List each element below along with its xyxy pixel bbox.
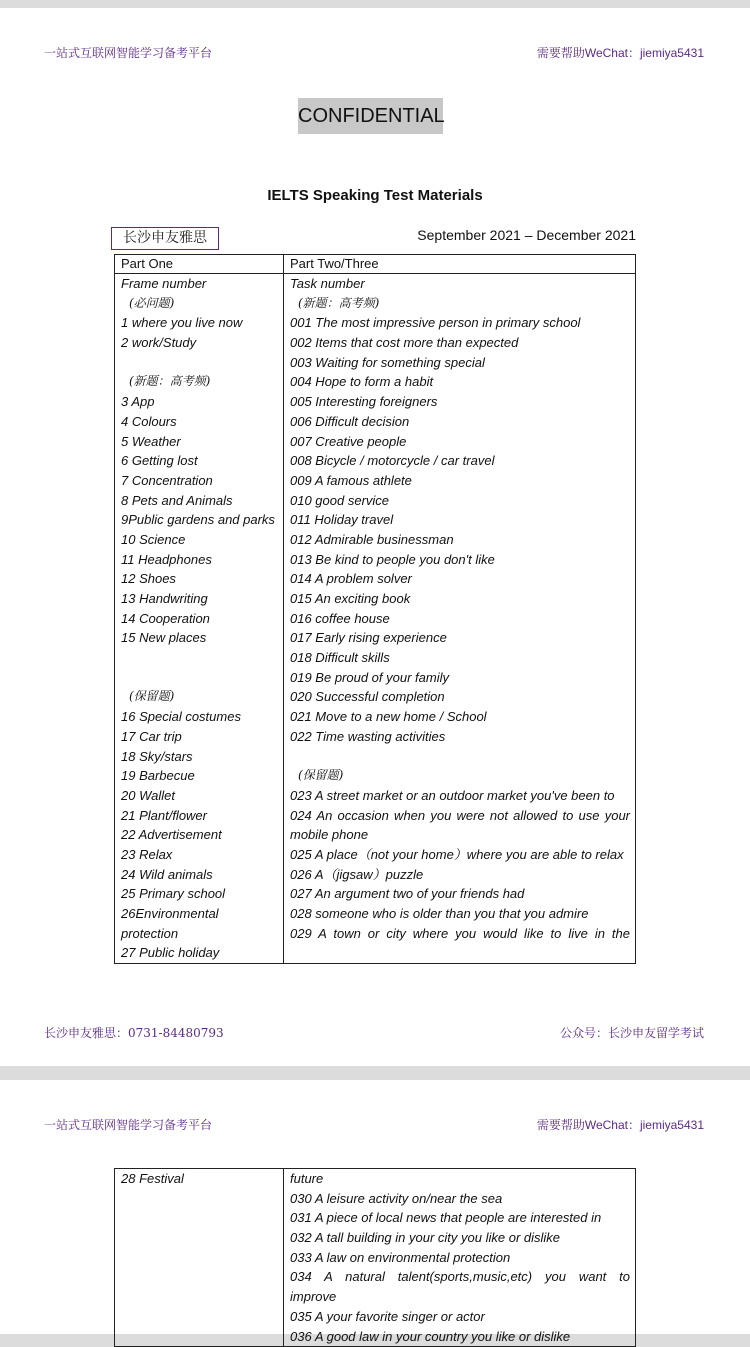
topic-line: 014 A problem solver <box>290 571 412 587</box>
topic-line: 019 Be proud of your family <box>290 669 449 685</box>
topic-line: 7 Concentration <box>121 472 213 488</box>
topic-line: 034 A natural talent(sports,music,etc) you want to <box>290 1269 630 1285</box>
document-page-1 <box>0 8 750 1066</box>
topic-line: 26Environmental <box>121 906 219 921</box>
topic-line: 013 Be kind to people you don't like <box>290 551 495 567</box>
part-two-three-topics-cell <box>284 1169 636 1347</box>
topic-line: (新题：高考频) <box>129 374 211 389</box>
topic-line: 8 Pets and Animals <box>121 492 233 508</box>
topic-line: 5 Weather <box>121 433 181 449</box>
footer-phone-text: 长沙申友雅思：0731-84480793 <box>44 1026 224 1040</box>
topic-line: 12 Shoes <box>121 571 176 587</box>
topic-line: 19 Barbecue <box>121 768 195 784</box>
topic-line: (保留题) <box>298 768 344 783</box>
topic-line: 012 Admirable businessman <box>290 531 454 547</box>
topic-line: 24 Wild animals <box>121 866 213 882</box>
topic-line: 022 Time wasting activities <box>290 728 446 744</box>
part-one-topics-cell <box>115 1169 284 1347</box>
topic-line: 011 Holiday travel <box>290 512 394 528</box>
school-stamp: 长沙申友雅思 <box>111 227 219 250</box>
table-header-row <box>115 255 636 274</box>
topic-line: protection <box>121 925 179 941</box>
topic-line: 033 A law on environmental protection <box>290 1249 511 1265</box>
topic-line: 22 Advertisement <box>121 827 222 843</box>
header-right-text: 需要帮助WeChat：jiemiya5431 <box>536 46 704 60</box>
topic-line: 21 Plant/flower <box>121 807 207 823</box>
topic-line: Task number <box>290 276 365 291</box>
topic-line: 25 Primary school <box>121 886 226 902</box>
part-one-header: Part One <box>115 255 284 274</box>
topic-line: 023 A street market or an outdoor market you've been to <box>290 787 615 803</box>
topic-line <box>290 747 630 767</box>
topic-line: 002 Items that cost more than expected <box>290 335 519 351</box>
topic-line: 23 Relax <box>121 846 173 862</box>
topic-line: 015 An exciting book <box>290 591 411 606</box>
part-two-three-header: Part Two/Three <box>284 255 636 274</box>
topic-line: 6 Getting lost <box>121 453 198 469</box>
topic-line: 010 good service <box>290 492 390 508</box>
topic-line: 003 Waiting for something special <box>290 354 485 370</box>
topic-line: 007 Creative people <box>290 433 407 449</box>
topic-line <box>121 353 278 373</box>
topic-line: 9Public gardens and parks <box>121 512 275 528</box>
topic-line: 024 An occasion when you were not allowed to use your <box>290 807 630 823</box>
topic-line: 036 A good law in your country you like or dislike <box>290 1328 571 1344</box>
topic-line: 009 A famous athlete <box>290 472 412 488</box>
topic-line <box>121 668 278 688</box>
topic-line: 10 Science <box>121 531 186 547</box>
materials-table-continued <box>114 1168 636 1347</box>
topic-line: 020 Successful completion <box>290 689 445 705</box>
topic-line: Frame number <box>121 276 207 291</box>
materials-table <box>114 254 636 964</box>
topic-line: 026 A（jigsaw）puzzle <box>290 866 424 882</box>
header-left-text: 一站式互联网智能学习备考平台 <box>44 46 213 60</box>
topic-line: 005 Interesting foreigners <box>290 394 438 410</box>
topic-line: 017 Early rising experience <box>290 630 447 646</box>
table-body-row <box>115 274 636 964</box>
topic-line: 17 Car trip <box>121 728 182 744</box>
date-range: September 2021 – December 2021 <box>417 227 636 243</box>
topic-line: 001 The most impressive person in primary school <box>290 315 581 331</box>
topic-line: 28 Festival <box>121 1171 184 1186</box>
topic-line: (必问题) <box>129 295 175 310</box>
document-title: IELTS Speaking Test Materials <box>267 187 483 204</box>
topic-line: 14 Cooperation <box>121 610 210 626</box>
topic-line: 3 App <box>121 394 155 410</box>
topic-line: (新题：高考频) <box>298 295 380 310</box>
topic-line: 031 A piece of local news that people are interested in <box>290 1210 602 1226</box>
topic-line: 16 Special costumes <box>121 709 241 725</box>
topic-line: 4 Colours <box>121 413 177 429</box>
confidential-label: CONFIDENTIAL <box>298 98 443 134</box>
topic-line: 1 where you live now <box>121 315 243 331</box>
document-page-2 <box>0 1080 750 1344</box>
topic-line: future <box>290 1171 324 1186</box>
topic-line: 028 someone who is older than you that you admire <box>290 906 589 921</box>
topic-line: 021 Move to a new home / School <box>290 709 487 725</box>
topic-line: 27 Public holiday <box>121 945 220 961</box>
part-two-three-topics-cell <box>284 274 636 964</box>
part-one-topics-cell <box>115 274 284 964</box>
header-left-text: 一站式互联网智能学习备考平台 <box>44 1118 213 1132</box>
topic-line: 018 Difficult skills <box>290 650 390 666</box>
topic-line: 032 A tall building in your city you like or dislike <box>290 1230 561 1246</box>
topic-line: 008 Bicycle / motorcycle / car travel <box>290 453 495 469</box>
topic-line: mobile phone <box>290 827 369 843</box>
topic-line: 006 Difficult decision <box>290 413 410 429</box>
footer-account-text: 公众号：长沙申友留学考试 <box>559 1026 704 1040</box>
topic-line: 029 A town or city where you would like to live in the <box>290 925 630 941</box>
topic-line: 13 Handwriting <box>121 591 208 606</box>
topic-line <box>121 648 278 668</box>
topic-line: improve <box>290 1289 337 1305</box>
topic-line: 016 coffee house <box>290 610 390 626</box>
topic-line: 11 Headphones <box>121 551 212 567</box>
topic-line: 035 A your favorite singer or actor <box>290 1308 485 1324</box>
table-body-row <box>115 1169 636 1347</box>
topic-line: 15 New places <box>121 630 207 646</box>
topic-line: 004 Hope to form a habit <box>290 374 434 390</box>
topic-line: 2 work/Study <box>121 335 197 351</box>
topic-line: (保留题) <box>129 689 175 704</box>
topic-line: 030 A leisure activity on/near the sea <box>290 1190 503 1206</box>
topic-line: 20 Wallet <box>121 787 175 803</box>
topic-line: 025 A place（not your home）where you are able to relax <box>290 846 624 862</box>
topic-line: 18 Sky/stars <box>121 748 193 764</box>
topic-line: 027 An argument two of your friends had <box>290 886 525 902</box>
header-right-text: 需要帮助WeChat：jiemiya5431 <box>536 1118 704 1132</box>
